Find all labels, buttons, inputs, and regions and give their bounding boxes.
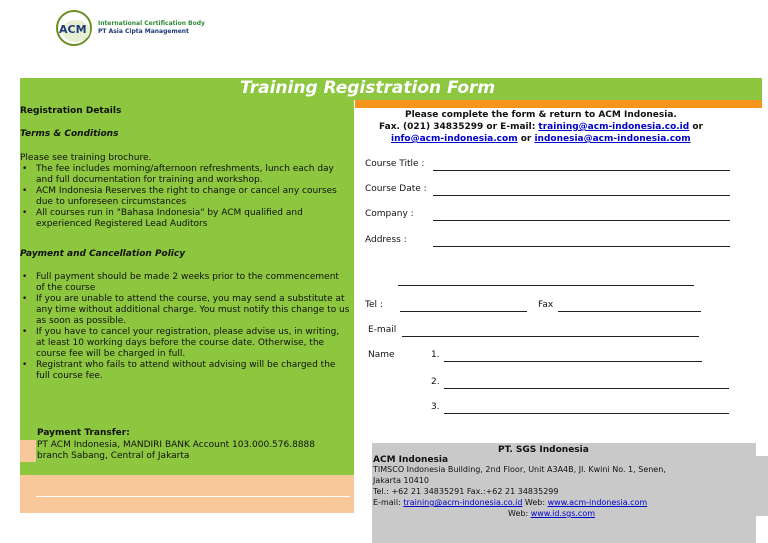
instruction-line-3: info@acm-indonesia.com or indonesia@acm-indonesia.com [391,134,691,144]
email-field[interactable] [402,336,699,337]
payment-heading: Payment and Cancellation Policy [20,249,186,259]
form-title: Training Registration Form [240,78,496,98]
title-bar [20,78,762,100]
address-field-1[interactable] [433,246,730,247]
email-label: E-mail [368,325,397,335]
list-item: • All courses run in "Bahasa Indonesia" by ACM qualified and experienced Registered Lead Auditors [20,208,350,230]
accent-bar [355,100,762,108]
sgs-title: PT. SGS Indonesia [498,445,589,455]
address-label: Address : [365,235,407,245]
sgs-web-link[interactable]: www.id.sgs.com [530,509,596,518]
footer-email-link[interactable]: training@acm-indonesia.co.id [403,498,523,507]
address-field-2[interactable] [398,285,694,286]
company-field[interactable] [433,220,730,221]
course-title-label: Course Title : [365,159,425,169]
name-number-3: 3. [431,402,440,412]
acm-title: ACM Indonesia [373,455,449,465]
transfer-heading: Payment Transfer: [37,428,130,438]
email-link-indonesia[interactable]: indonesia@acm-indonesia.com [534,134,691,144]
sgs-web-line: Web: www.id.sgs.com [508,509,596,518]
logo-line-2: PT Asia Cipta Management [98,28,189,35]
name-number-2: 2. [431,377,440,387]
name-number-1: 1. [431,350,440,360]
name-label: Name [368,350,395,360]
fax-field[interactable] [558,311,701,312]
list-item: • Full payment should be made 2 weeks prior to the commencement of the course [20,272,350,294]
name-field-1[interactable] [444,361,702,362]
course-date-field[interactable] [433,195,730,196]
company-label: Company : [365,209,414,219]
list-item: • If you have to cancel your registration, please advise us, in writing, at least 10 working days before the course date. Otherwise, the course fee will be charged in full. [20,327,350,360]
section-title: Registration Details [20,106,122,116]
terms-panel [20,100,354,513]
list-item: • If you are unable to attend the course, you may send a substitute at any time without additional charge. You must notify this change to us as soon as possible. [20,294,350,327]
contact-line: E-mail: training@acm-indonesia.co.id Web: www.acm-indonesia.com [373,498,648,507]
logo-mark: ACM [59,23,87,36]
address-line-1: TIMSCO Indonesia Building, 2nd Floor, Unit A3A4B, Jl. Kwini No. 1, Senen, [373,465,666,474]
instruction-line-2: Fax. (021) 34835299 or E-mail: training@acm-indonesia.co.id or [379,122,703,132]
logo-line-1: International Certification Body [98,20,205,27]
tel-field[interactable] [400,311,527,312]
footer-web-link[interactable]: www.acm-indonesia.com [547,498,648,507]
terms-heading: Terms & Conditions [20,129,119,139]
terms-intro: Please see training brochure. [20,153,152,163]
email-link-info[interactable]: info@acm-indonesia.com [391,134,518,144]
list-item: • The fee includes morning/afternoon refreshments, lunch each day and full documentation for training and workshop. [20,164,350,186]
list-item: • ACM Indonesia Reserves the right to change or cancel any courses due to unforeseen circumstances [20,186,350,208]
terms-list [20,164,350,230]
fax-label: Fax [538,300,554,310]
instruction-line-1: Please complete the form & return to ACM Indonesia. [405,110,677,120]
tel-label: Tel : [365,300,383,310]
course-date-label: Course Date : [365,184,427,194]
name-field-3[interactable] [444,413,729,414]
list-item: • Registrant who fails to attend without advising will be charged the full course fee. [20,360,350,382]
course-title-field[interactable] [433,170,730,171]
contact-box [372,443,756,543]
payment-list [20,272,350,382]
tel-fax-line: Tel.: +62 21 34835291 Fax.:+62 21 34835299 [373,487,559,496]
transfer-line-1: PT ACM Indonesia, MANDIRI BANK Account 103.000.576.8888 [37,440,315,450]
transfer-line-2: branch Sabang, Central of Jakarta [37,451,190,461]
name-field-2[interactable] [444,388,729,389]
email-link-training[interactable]: training@acm-indonesia.co.id [538,122,690,132]
address-line-2: Jakarta 10410 [373,476,429,485]
acm-logo [56,10,236,46]
